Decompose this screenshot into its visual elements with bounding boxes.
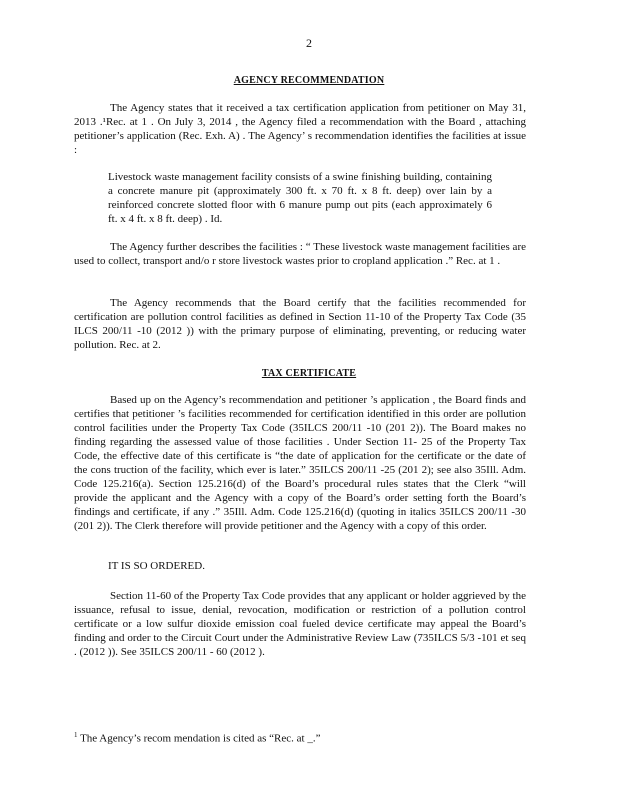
paragraph-board-certifies: Based up on the Agency’s recommendation and petitioner ’s application , the Board finds and certifies that petitioner ’s facilities recommended for certification identified in this order are pollution control facilities under the Property Tax Code (35ILCS 200/11 -10 (201 2)). The Board makes no finding regarding the assessed value of those facilities . Under Section 11- 25 of the Property Tax Code, the effective date of this certificate is “the date of application for the certificate or the date of the cons truction of the facility, which ever is later.” 35ILCS 200/11 -25 (201 2); see also 35Ill. Adm. Code 125.216(a). Section 125.216(d) of the Board’s procedural rules states that the Clerk “will provide the applicant and the Agency with a copy of the Board’s order setting forth the Board’s findings and certificate, if any .” 35Ill. Adm. Code 125.216(d) (quoting in italics 35ILCS 200/11 -30 (201 2)). The Clerk therefore will provide petitioner and the Agency with a copy of this order. [74, 394, 526, 532]
paragraph-agency-recommends: The Agency recommends that the Board certify that the facilities recommended for certification are pollution control facilities as defined in Section 11-10 of the Property Tax Code (35 ILCS 200/11 -10 (2012 )) with the primary purpose of eliminating, preventing, or reducing water pollution. Rec. at 2. [74, 297, 526, 351]
footnote-marker: 1 [74, 731, 78, 739]
page-number: 2 [306, 36, 312, 50]
section-heading-tax-certificate [0, 368, 618, 379]
paragraph-appeal-rights: Section 11-60 of the Property Tax Code provides that any applicant or holder aggrieved by the issuance, refusal to issue, denial, revocation, modification or restriction of a pollution control certificate or a low sulfur dioxide emission coal fueled device certificate may appeal the Board’s finding and order to the Circuit Court under the Administrative Review Law (735ILCS 5/3 -101 et seq . (2012 )). See 35ILCS 200/11 - 60 (2012 ). [74, 590, 526, 658]
footnote-text: The Agency’s recom mendation is cited as “Rec. at _.” [80, 732, 321, 745]
heading-text: AGENCY RECOMMENDATION [233, 75, 385, 86]
heading-text: TAX CERTIFICATE [261, 368, 357, 379]
paragraph-agency-received: The Agency states that it received a tax certification application from petitioner on May 31, 2013 .¹Rec. at 1 . On July 3, 2014 , the Agency filed a recommendation with the Board , attaching petitioner’s application (Rec. Exh. A) . The Agency’ s recommendation identifies the facilities at issue : [74, 102, 526, 156]
footnote [74, 731, 320, 745]
order-statement: IT IS SO ORDERED. [108, 560, 205, 572]
paragraph-agency-describes: The Agency further describes the facilities : “ These livestock waste management facilities are used to collect, transport and/o r store livestock wastes prior to cropland application .” Rec. at 1 . [74, 241, 526, 267]
section-heading-agency-recommendation [0, 75, 618, 86]
block-quote-facility-description: Livestock waste management facility consists of a swine finishing building, containing a concrete manure pit (approximately 300 ft. x 70 ft. x 8 ft. deep) over lain by a reinforced concrete slotted floor with 6 manure pump out pits (each approximately 6 ft. x 4 ft. x 8 ft. deep) . Id. [108, 171, 492, 225]
